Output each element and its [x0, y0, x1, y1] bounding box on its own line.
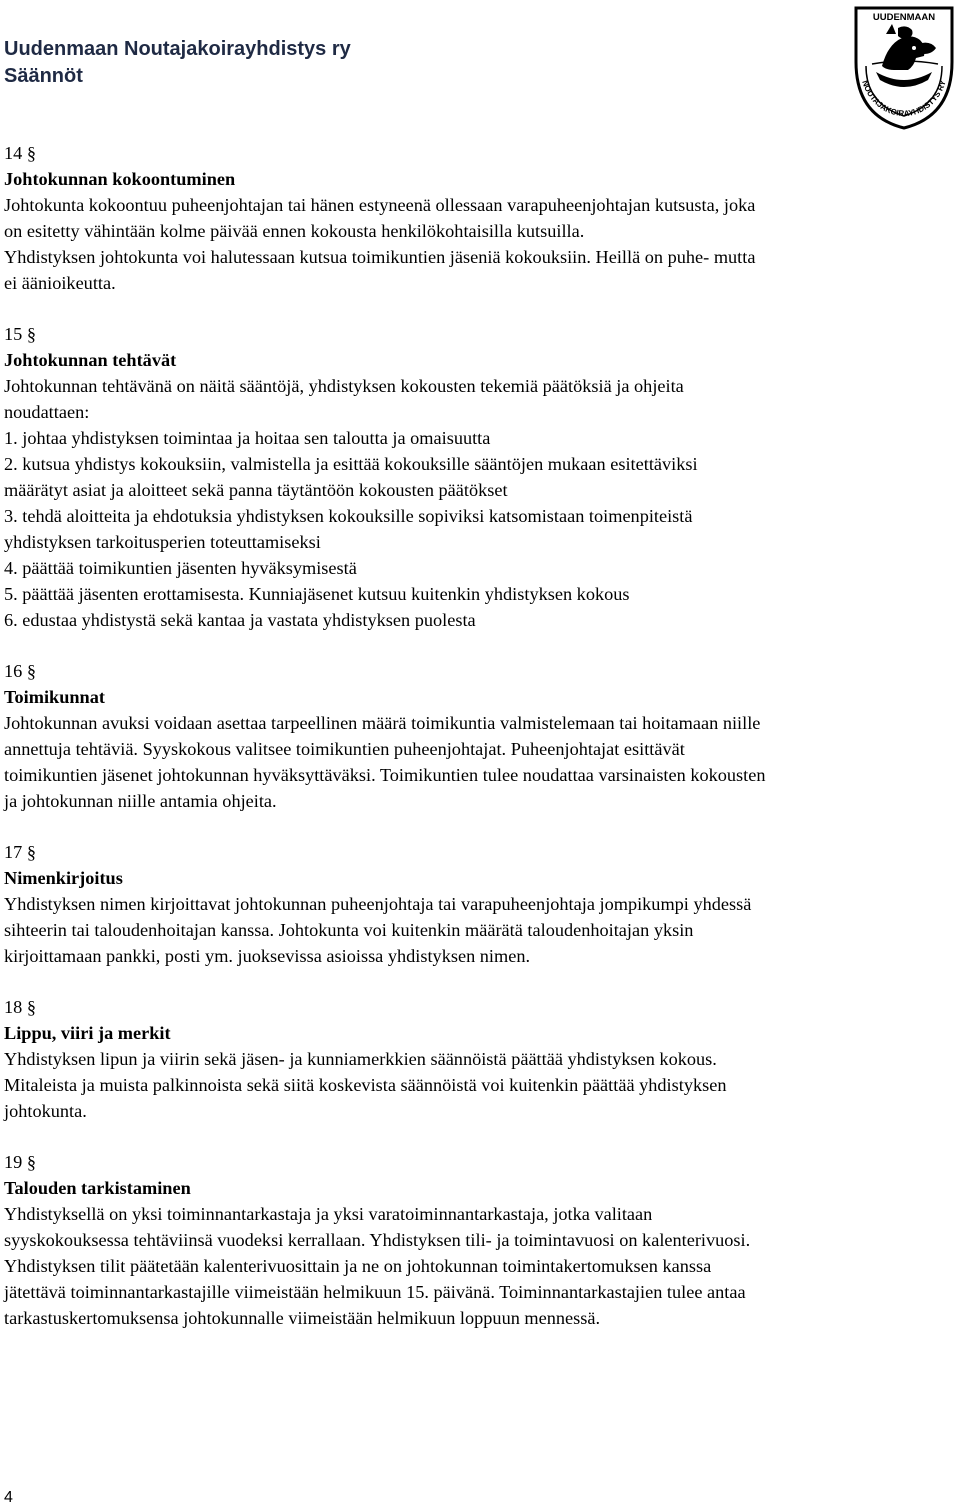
seal-ring-text: NOUTAJAKOIRAYHDISTYS RY: [860, 79, 948, 119]
document-title: Säännöt: [4, 65, 83, 87]
section-text-line: Yhdistyksen lipun ja viirin sekä jäsen- ja kunniamerkkien säännöistä päättää yhdistyksen kokous.: [4, 1049, 717, 1069]
section-text-line: ei äänioikeutta.: [4, 273, 116, 293]
section-text-line: noudattaen:: [4, 402, 90, 422]
section-text-line: yhdistyksen tarkoitusperien toteuttamiseksi: [4, 532, 321, 552]
page-number: 4: [4, 1489, 13, 1506]
section-text-line: johtokunta.: [4, 1101, 87, 1121]
section-title: Johtokunnan tehtävät: [4, 350, 177, 370]
section-title: Talouden tarkistaminen: [4, 1178, 191, 1198]
document-header: [4, 36, 351, 90]
section-text-line: kirjoittamaan pankki, posti ym. juoksevissa asioissa yhdistyksen nimen.: [4, 946, 531, 966]
section-number: 17 §: [4, 842, 36, 862]
section-text-line: Yhdistyksellä on yksi toiminnantarkastaja ja yksi varatoiminnantarkastaja, jotka valitaan: [4, 1204, 653, 1224]
section-text-line: annettuja tehtäviä. Syyskokous valitsee toimikuntien puheenjohtajat. Puheenjohtajat esittävät: [4, 739, 685, 759]
section-text-line: 6. edustaa yhdistystä sekä kantaa ja vastata yhdistyksen puolesta: [4, 610, 476, 630]
section-text-line: toimikuntien jäsenet johtokunnan hyväksyttäväksi. Toimikuntien tulee noudattaa varsinaisten kokousten: [4, 765, 766, 785]
section-title: Lippu, viiri ja merkit: [4, 1023, 171, 1043]
association-seal-icon: [852, 4, 956, 130]
section-text-line: ja johtokunnan niille antamia ohjeita.: [4, 791, 277, 811]
section-text-line: jätettävä toiminnantarkastajille viimeistään helmikuun 15. päivänä. Toiminnantarkastajien tulee antaa: [4, 1282, 746, 1302]
section-text-line: Johtokunta kokoontuu puheenjohtajan tai hänen estyneenä ollessaan varapuheenjohtajan kutsusta, joka: [4, 195, 756, 215]
section-title: Nimenkirjoitus: [4, 868, 123, 888]
document-body: [4, 140, 944, 1356]
section-text-line: 3. tehdä aloitteita ja ehdotuksia yhdistyksen kokouksille sopiviksi katsomistaan toimenpiteistä: [4, 506, 693, 526]
section-text-line: määrätyt asiat ja aloitteet sekä panna täytäntöön kokousten päätökset: [4, 480, 508, 500]
seal-top-text: UUDENMAAN: [872, 12, 936, 23]
section-text-line: 1. johtaa yhdistyksen toimintaa ja hoitaa sen taloutta ja omaisuutta: [4, 428, 491, 448]
section-text-line: 4. päättää toimikuntien jäsenten hyväksymisestä: [4, 558, 357, 578]
section-text-line: on esitetty vähintään kolme päivää ennen kokousta henkilökohtaisilla kutsuilla.: [4, 221, 585, 241]
section-text-line: sihteerin tai taloudenhoitajan kanssa. Johtokunta voi kuitenkin määrätä taloudenhoitajan yksin: [4, 920, 694, 940]
section-text-line: Yhdistyksen nimen kirjoittavat johtokunnan puheenjohtaja tai varapuheenjohtaja jompikumpi yhdessä: [4, 894, 752, 914]
section-title: Johtokunnan kokoontuminen: [4, 169, 236, 189]
section-number: 14 §: [4, 143, 36, 163]
section-3: [4, 658, 944, 814]
section-text-line: syyskokouksessa tehtäviinsä vuodeksi kerrallaan. Yhdistyksen tili- ja toimintavuosi on kalenterivuosi.: [4, 1230, 751, 1250]
section-5: [4, 994, 944, 1124]
section-title: Toimikunnat: [4, 687, 105, 707]
section-text-line: 5. päättää jäsenten erottamisesta. Kunniajäsenet kutsuu kuitenkin yhdistyksen kokous: [4, 584, 630, 604]
section-text-line: Yhdistyksen tilit päätetään kalenterivuosittain ja ne on johtokunnan toimintakertomuksen kanssa: [4, 1256, 712, 1276]
section-4: [4, 839, 944, 969]
section-text-line: Yhdistyksen johtokunta voi halutessaan kutsua toimikuntien jäseniä kokouksiin. Heillä on puhe- mutta: [4, 247, 756, 267]
section-1: [4, 140, 944, 296]
section-number: 18 §: [4, 997, 36, 1017]
section-text-line: 2. kutsua yhdistys kokouksiin, valmistella ja esittää kokouksille sääntöjen mukaan esitettäviksi: [4, 454, 698, 474]
section-number: 15 §: [4, 324, 36, 344]
section-2: [4, 321, 944, 633]
section-6: [4, 1149, 944, 1331]
section-number: 19 §: [4, 1152, 36, 1172]
section-number: 16 §: [4, 661, 36, 681]
section-text-line: Johtokunnan tehtävänä on näitä sääntöjä, yhdistyksen kokousten tekemiä päätöksiä ja ohjeita: [4, 376, 684, 396]
section-text-line: Mitaleista ja muista palkinnoista sekä siitä koskevista säännöistä voi kuitenkin päättää yhdistyksen: [4, 1075, 727, 1095]
organization-name: Uudenmaan Noutajakoirayhdistys ry: [4, 38, 351, 60]
section-text-line: Johtokunnan avuksi voidaan asettaa tarpeellinen määrä toimikuntia valmistelemaan tai hoitamaan niille: [4, 713, 761, 733]
section-text-line: tarkastuskertomuksensa johtokunnalle viimeistään helmikuun loppuun mennessä.: [4, 1308, 601, 1328]
